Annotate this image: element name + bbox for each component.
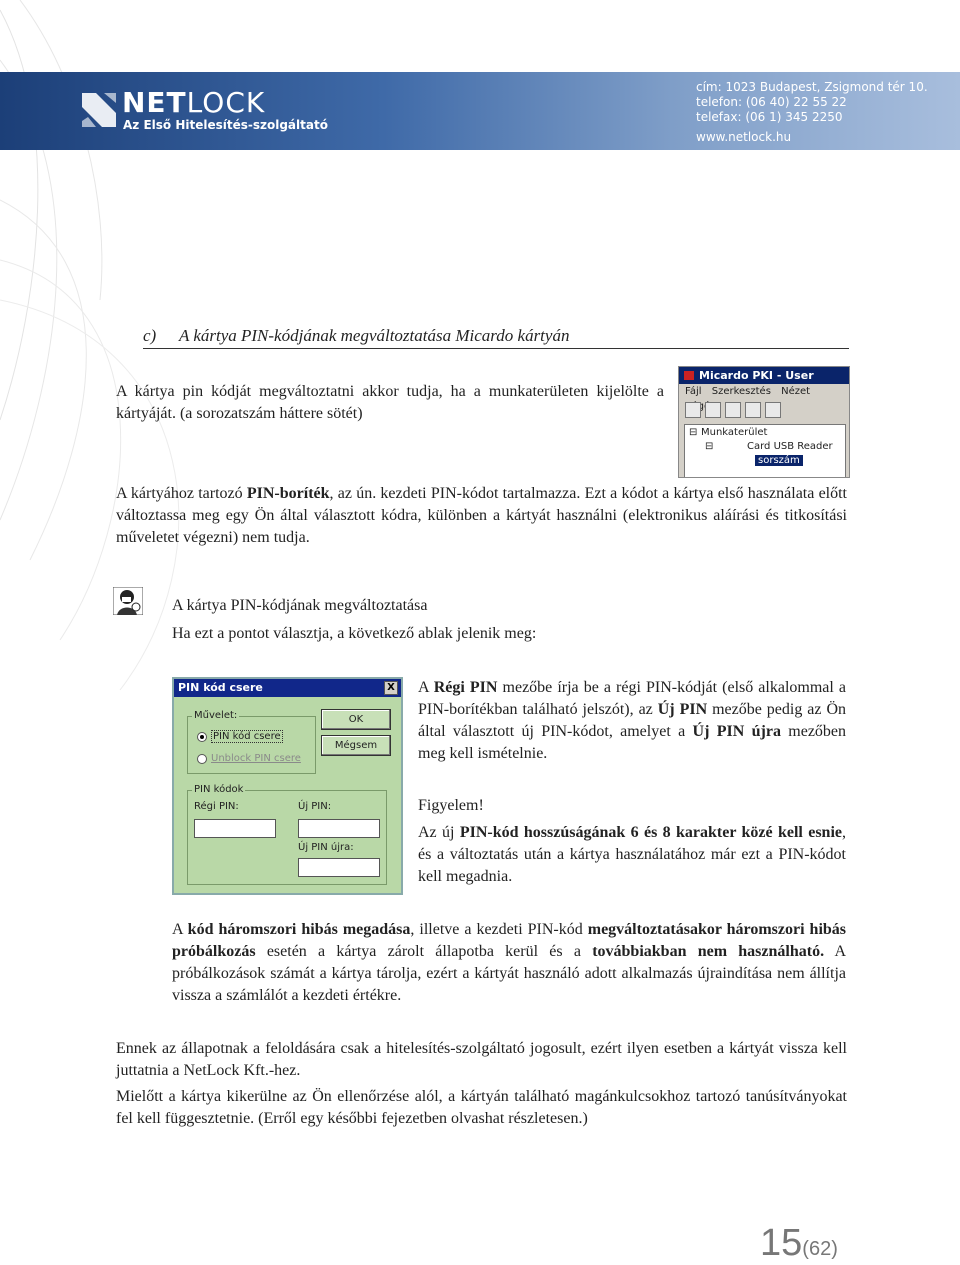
section-label: c) [143,326,157,345]
tree-card-serial[interactable]: sorszám [755,455,803,466]
page-current: 15 [760,1222,803,1264]
lockout-paragraph: A kód háromszori hibás megadása, illetve a kezdeti PIN-kód megváltoztatásakor háromszori hibás próbálkozás esetén a kártya zárolt állapotba kerül és a továbbiakban nem használható. A próbálkozások számát a kártya tárolja, ezért a kártyát használó adott alkalmazás újraindítása nem állítja vissza a számlálót a kezdeti értékre. [172,921,847,1004]
micardo-menubar [679,384,849,399]
old-pin-label: Régi PIN: [194,801,239,812]
menu-view[interactable]: Nézet [781,386,811,397]
attention-paragraph: Az új PIN-kód hosszúságának 6 és 8 karakter közé kell esnie, és a változtatás után a kártya használatához már ezt a PIN-kódot kell megadnia. [418,824,846,885]
menu-edit[interactable]: Szerkesztés [711,386,771,397]
radio-unblock-pin[interactable]: Unblock PIN csere [197,753,301,764]
envelope-paragraph: A kártyához tartozó PIN-boríték, az ún. kezdeti PIN-kódot tartalmazza. Ezt a kódot a kártya első használata előtt változtassa meg egy Ön által választott kódra, különben a kártyát használni (elektronikus aláírási és titkosítási műveletet végezni) nem tudja. [116,485,848,546]
radio-pin-change[interactable]: PIN kód csere [197,730,283,743]
pin-codes-group-label: PIN kódok [194,784,244,795]
close-button[interactable]: X [384,681,398,695]
dialog-titlebar: PIN kód csere X [174,679,401,697]
old-pin-input[interactable] [194,819,276,838]
page-total: (62) [802,1238,838,1260]
new-pin-input[interactable] [298,819,380,838]
page-number [760,1222,838,1265]
toolbar-tool-icon[interactable] [705,402,721,418]
new-pin-label: Új PIN: [298,801,332,812]
unlock-paragraph: Ennek az állapotnak a feloldására csak a hitelesítés-szolgáltató jogosult, ezért ilyen esetben a kártyát vissza kell juttatnia a NetLock Kft.-hez. [116,1040,847,1079]
micardo-toolbar [679,399,849,421]
action-group [187,710,316,774]
pin-change-dialog [172,677,403,895]
new-pin-again-input[interactable] [298,858,380,877]
toolbar-help-icon[interactable] [765,402,781,418]
intro-paragraph: A kártya pin kódját megváltoztatni akkor tudja, ha a munkaterületen kijelölte a kártyáját. (a sorozatszám háttere sötét) [116,383,664,422]
ok-button[interactable]: OK [321,709,391,730]
menu-file[interactable]: Fájl [685,386,702,397]
action-group-label: Művelet: [194,710,238,721]
micardo-window [678,366,850,478]
netlock-logo-icon [82,93,116,127]
contact-web-link[interactable]: www.netlock.hu [696,130,792,144]
pin-codes-group [187,784,387,885]
tree-card-reader[interactable]: Card USB Reader [747,441,833,452]
app-icon [684,371,694,380]
logo-tagline: Az Első Hitelesítés-szolgáltató [123,118,328,132]
toolbar-key-icon[interactable] [725,402,741,418]
contact-address: cím: 1023 Budapest, Zsigmond tér 10. [696,80,928,94]
toolbar-tool-icon[interactable] [745,402,761,418]
user-icon [113,587,143,615]
tree-expand-icon[interactable]: ⊟ [705,441,714,452]
section-title: A kártya PIN-kódjának megváltoztatása Micardo kártyán [179,326,570,345]
tree-root-workspace[interactable]: Munkaterület [701,427,768,438]
workspace-tree [684,424,846,478]
attention-label: Figyelem! [418,797,484,814]
cancel-button[interactable]: Mégsem [321,735,391,756]
contact-block [696,80,928,145]
section-heading [143,326,849,349]
option-subtext: Ha ezt a pontot választja, a következő ablak jelenik meg: [172,625,537,642]
contact-phone: telefon: (06 40) 22 55 22 [696,95,847,109]
contact-fax: telefax: (06 1) 345 2250 [696,110,843,124]
suspend-paragraph: Mielőtt a kártya kikerülne az Ön ellenőrzése alól, a kártyán található magánkulcsokhoz tartozó tanúsítványokat fel kell függesztetnie. (Erről egy későbbi fejezetben olvashat részletesen.) [116,1088,847,1127]
toolbar-tool-icon[interactable] [685,402,701,418]
dialog-explanation: A Régi PIN mezőbe írja be a régi PIN-kódját (első alkalommal a PIN-borítékban található jelszót), az Új PIN mezőbe pedig az Ön által választott új PIN-kódot, amelyet a Új PIN újra mezőben meg kell ismételnie. [418,679,847,762]
new-pin-again-label: Új PIN újra: [298,842,354,853]
option-heading: A kártya PIN-kódjának megváltoztatása [172,597,428,614]
radio-selected-icon [197,732,207,742]
micardo-titlebar: Micardo PKI - User [679,367,849,384]
netlock-logo: NETLOCK [122,86,266,119]
tree-expand-icon[interactable]: ⊟ [689,427,698,438]
radio-empty-icon [197,754,207,764]
